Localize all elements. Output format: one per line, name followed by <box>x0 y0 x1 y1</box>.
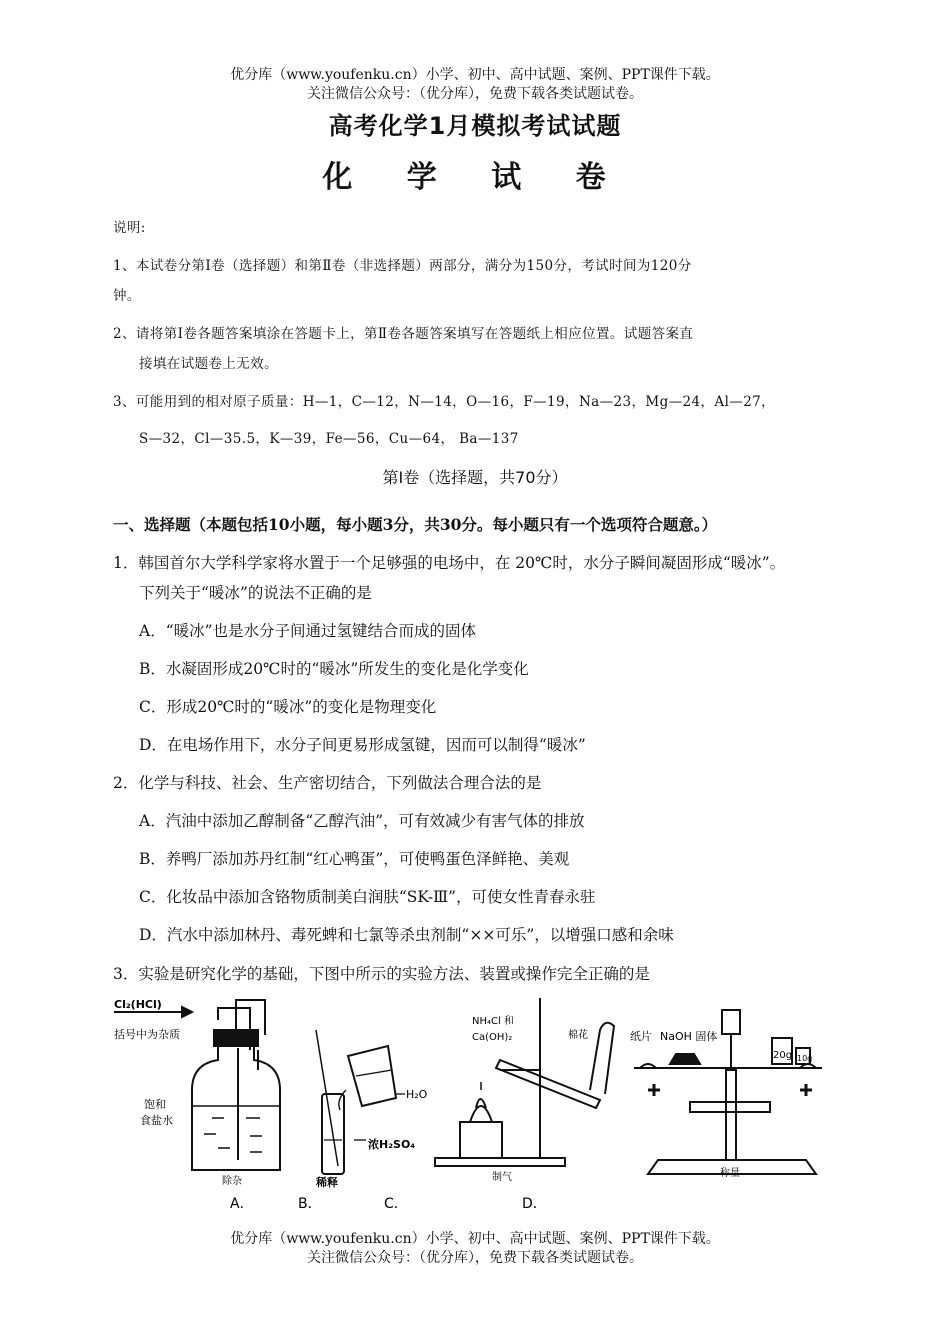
apparatus-a-wash-bottle <box>114 1000 280 1170</box>
d-weight-10g: 10g <box>797 1054 813 1063</box>
exam-title: 高考化学1月模拟考试试题 <box>328 112 622 140</box>
note-3: 3、可能用到的相对原子质量：H—1，C—12，N—14，O—16，F—19，Na—23，Mg—24，Al—27， <box>113 394 776 410</box>
note-3-cont: S—32，Cl—35.5，K—39，Fe—56，Cu—64， Ba—137 <box>139 431 519 447</box>
a-note-label: 括号中为杂质 <box>114 1028 180 1041</box>
d-paper-label: 纸片 <box>630 1030 652 1043</box>
a-caption: 除杂 <box>222 1176 242 1187</box>
apparatus-c-gas-generation <box>435 998 614 1166</box>
b-caption: 稀释 <box>316 1176 338 1189</box>
site-footer-line1: 优分库（www.youfenku.cn）小学、初中、高中试题、案例、PPT课件下载。 <box>230 1231 720 1247</box>
a-liquid-label-2: 食盐水 <box>140 1114 173 1127</box>
q2-option-c: C．化妆品中添加含铬物质制美白润肤“SK-Ⅲ”，可使女性青春永驻 <box>139 888 596 906</box>
q1-option-c: C．形成20℃时的“暖冰”的变化是物理变化 <box>139 698 437 716</box>
c-caption: 制气 <box>492 1172 512 1183</box>
q1-stem-cont: 下列关于“暖冰”的说法不正确的是 <box>139 584 372 602</box>
exam-subtitle: 化 学 试 卷 <box>322 160 628 195</box>
q1-option-d: D．在电场作用下，水分子间更易形成氢键，因而可以制得“暖冰” <box>139 736 586 754</box>
q1-option-a: A．“暖冰”也是水分子间通过氢键结合而成的固体 <box>139 622 477 640</box>
q3-figure <box>100 990 860 1220</box>
option-label-a: A． <box>230 1196 254 1212</box>
a-liquid-label-1: 饱和 <box>144 1098 166 1111</box>
notes-heading: 说明: <box>113 220 146 236</box>
q2-stem: 2．化学与科技、社会、生产密切结合，下列做法合理合法的是 <box>113 774 542 792</box>
c-reagent-label-1: NH₄Cl 和 <box>472 1016 514 1027</box>
q2-option-b: B．养鸭厂添加苏丹红制“红心鸭蛋”，可使鸭蛋色泽鲜艳、美观 <box>139 850 570 868</box>
b-water-label: H₂O <box>406 1088 428 1101</box>
q1-option-b: B．水凝固形成20℃时的“暖冰”所发生的变化是化学变化 <box>139 660 529 678</box>
note-1: 1、本试卷分第Ⅰ卷（选择题）和第Ⅱ卷（非选择题）两部分，满分为150分，考试时间为120分 <box>113 258 692 274</box>
d-weight-20g: 20g <box>773 1050 793 1061</box>
b-acid-label: 浓H₂SO₄ <box>368 1138 416 1151</box>
option-label-c: C． <box>384 1196 408 1212</box>
note-2: 2、请将第Ⅰ卷各题答案填涂在答题卡上，第Ⅱ卷各题答案填写在答题纸上相应位置。试题答案直 <box>113 326 694 342</box>
q2-option-a: A．汽油中添加乙醇制备“乙醇汽油”，可有效减少有害气体的排放 <box>139 812 585 830</box>
site-footer-line2: 关注微信公众号：（优分库），免费下载各类试题试卷。 <box>307 1250 643 1266</box>
note-2-cont: 接填在试题卷上无效。 <box>139 356 278 372</box>
apparatus-b-dilution <box>316 1030 405 1174</box>
q3-stem: 3．实验是研究化学的基础，下图中所示的实验方法、装置或操作完全正确的是 <box>113 965 650 983</box>
section-title: 第Ⅰ卷（选择题，共70分） <box>382 468 568 487</box>
c-reagent-label-2: Ca(OH)₂ <box>472 1032 513 1043</box>
site-header-line2: 关注微信公众号：（优分库），免费下载各类试题试卷。 <box>307 86 643 102</box>
d-naoh-label: NaOH 固体 <box>660 1030 718 1043</box>
a-gas-label: Cl₂(HCl) <box>114 998 162 1011</box>
part-heading: 一、选择题（本题包括10小题，每小题3分，共30分。每小题只有一个选项符合题意。） <box>113 515 718 534</box>
q1-stem: 1．韩国首尔大学科学家将水置于一个足够强的电场中，在 20℃时，水分子瞬间凝固形成“暖冰”。 <box>113 554 786 572</box>
site-header-line1: 优分库（www.youfenku.cn）小学、初中、高中试题、案例、PPT课件下载。 <box>230 67 720 83</box>
note-1-cont: 钟。 <box>113 288 141 304</box>
q2-option-d: D．汽水中添加林丹、毒死蜱和七氯等杀虫剂制“××可乐”，以增强口感和余味 <box>139 926 674 944</box>
option-label-d: D． <box>522 1196 547 1212</box>
option-label-b: B． <box>298 1196 322 1212</box>
c-cotton-label: 棉花 <box>568 1030 588 1041</box>
d-caption: 称量 <box>720 1168 740 1179</box>
